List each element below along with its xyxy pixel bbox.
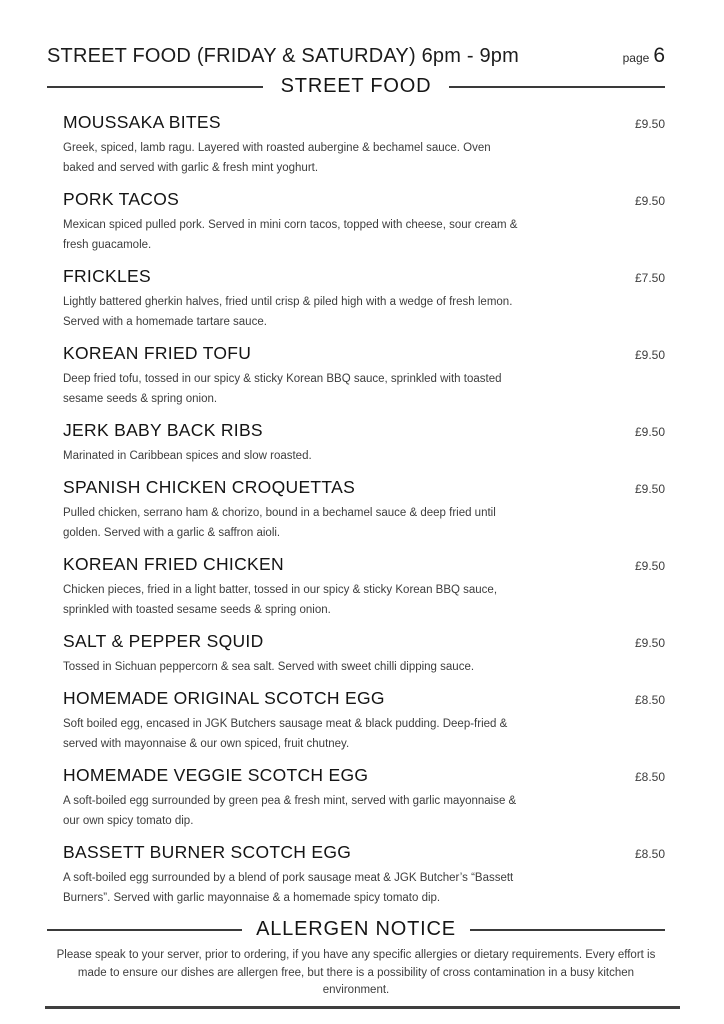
item-price: £9.50 xyxy=(634,348,665,362)
item-name: BASSETT BURNER SCOTCH EGG xyxy=(63,842,352,862)
item-price: £9.50 xyxy=(634,636,665,650)
menu-item xyxy=(63,265,665,332)
page-number: 6 xyxy=(653,44,665,67)
bottom-rule xyxy=(45,1006,680,1009)
item-name: SALT & PEPPER SQUID xyxy=(63,631,264,651)
item-price: £8.50 xyxy=(634,693,665,707)
item-description: Greek, spiced, lamb ragu. Layered with roasted aubergine & bechamel sauce. Oven baked and served with garlic & fresh mint yoghurt. xyxy=(63,142,491,174)
item-price: £8.50 xyxy=(634,847,665,861)
item-name: HOMEMADE VEGGIE SCOTCH EGG xyxy=(63,765,369,785)
item-header xyxy=(63,188,665,210)
item-name: SPANISH CHICKEN CROQUETTAS xyxy=(63,477,356,497)
item-description: A soft-boiled egg surrounded by green pea & fresh mint, served with garlic mayonnaise & our own spicy tomato dip. xyxy=(63,795,517,827)
item-description: Tossed in Sichuan peppercorn & sea salt. Served with sweet chilli dipping sauce. xyxy=(63,661,475,673)
item-header xyxy=(63,419,665,441)
item-description: Deep fried tofu, tossed in our spicy & sticky Korean BBQ sauce, sprinkled with toasted sesame seeds & spring onion. xyxy=(63,373,502,405)
heading-rule-left xyxy=(47,929,242,931)
menu-item xyxy=(63,764,665,831)
page-header xyxy=(47,44,665,68)
menu-item xyxy=(63,553,665,620)
item-price: £9.50 xyxy=(634,425,665,439)
page-label: page xyxy=(622,51,650,65)
item-header xyxy=(63,687,665,709)
item-description: Chicken pieces, fried in a light batter, tossed in our spicy & sticky Korean BBQ sauce, sprinkled with toasted sesame seeds & spring onion. xyxy=(63,584,498,616)
item-header xyxy=(63,841,665,863)
menu-item xyxy=(63,111,665,178)
allergen-heading xyxy=(47,918,665,941)
item-description: A soft-boiled egg surrounded by a blend of pork sausage meat & JGK Butcher’s “Bassett Burners”. Served with garlic mayonnaise & a homemade spicy tomato dip. xyxy=(63,872,514,904)
menu-item xyxy=(63,841,665,908)
allergen-notice xyxy=(47,918,665,1009)
menu-item xyxy=(63,476,665,543)
item-price: £9.50 xyxy=(634,194,665,208)
item-description: Soft boiled egg, encased in JGK Butchers sausage meat & black pudding. Deep-fried & served with mayonnaise & our own spiced, fruit chutney. xyxy=(63,718,508,750)
item-header xyxy=(63,111,665,133)
heading-rule-right xyxy=(470,929,665,931)
item-header xyxy=(63,265,665,287)
item-name: PORK TACOS xyxy=(63,189,180,209)
item-name: HOMEMADE ORIGINAL SCOTCH EGG xyxy=(63,688,385,708)
allergen-text: Please speak to your server, prior to ordering, if you have any specific allergies or dietary requirements. Every effort is made to ensure our dishes are allergen free, but there is a possibility of cross contamination in a busy kitchen environment. xyxy=(56,949,656,996)
item-price: £9.50 xyxy=(634,559,665,573)
item-description: Mexican spiced pulled pork. Served in mini corn tacos, topped with cheese, sour cream & fresh guacamole. xyxy=(63,219,518,251)
item-name: FRICKLES xyxy=(63,266,151,286)
item-header xyxy=(63,553,665,575)
item-name: KOREAN FRIED CHICKEN xyxy=(63,554,284,574)
item-description: Lightly battered gherkin halves, fried until crisp & piled high with a wedge of fresh lemon. Served with a homemade tartare sauce. xyxy=(63,296,513,328)
item-description: Pulled chicken, serrano ham & chorizo, bound in a bechamel sauce & deep fried until golden. Served with a garlic & saffron aioli. xyxy=(63,507,496,539)
section-heading xyxy=(47,75,665,98)
item-price: £9.50 xyxy=(634,482,665,496)
item-name: MOUSSAKA BITES xyxy=(63,112,221,132)
menu-item xyxy=(63,630,665,677)
menu-item xyxy=(63,342,665,409)
page-indicator xyxy=(623,44,665,68)
item-header xyxy=(63,342,665,364)
section-title: STREET FOOD xyxy=(280,75,432,97)
menu-item xyxy=(63,419,665,466)
item-price: £9.50 xyxy=(634,117,665,131)
heading-rule-right xyxy=(449,86,665,88)
menu-item xyxy=(63,188,665,255)
page-title: STREET FOOD (FRIDAY & SATURDAY) 6pm - 9pm xyxy=(47,45,519,67)
item-name: JERK BABY BACK RIBS xyxy=(63,420,263,440)
item-price: £8.50 xyxy=(634,770,665,784)
item-header xyxy=(63,630,665,652)
heading-rule-left xyxy=(47,86,263,88)
item-name: KOREAN FRIED TOFU xyxy=(63,343,252,363)
item-description: Marinated in Caribbean spices and slow roasted. xyxy=(63,450,312,462)
item-header xyxy=(63,476,665,498)
menu-list xyxy=(47,111,665,908)
allergen-title: ALLERGEN NOTICE xyxy=(256,918,456,940)
item-header xyxy=(63,764,665,786)
menu-item xyxy=(63,687,665,754)
item-price: £7.50 xyxy=(634,271,665,285)
